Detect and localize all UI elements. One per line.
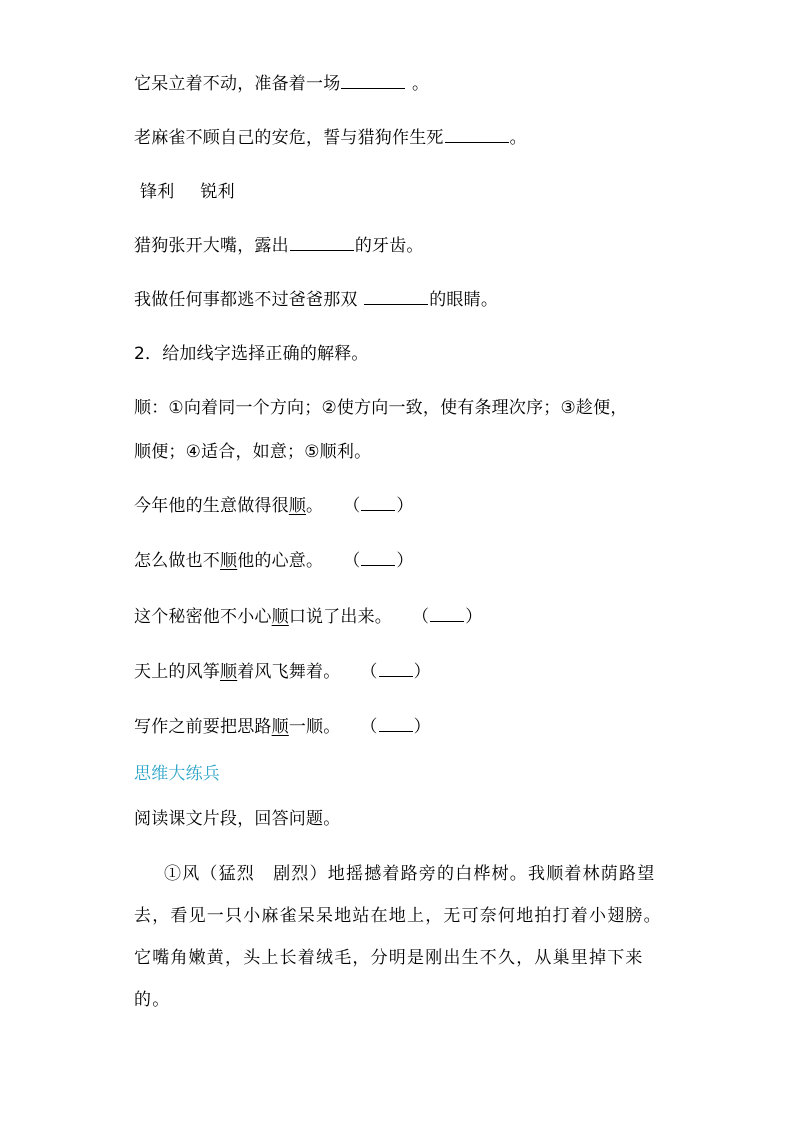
answer-blank[interactable] <box>290 234 354 251</box>
answer-blank[interactable] <box>361 494 395 511</box>
word-option: 锐利 <box>200 182 235 202</box>
sentence-text: 的牙齿。 <box>354 236 424 256</box>
sentence-text: 猎狗张开大嘴，露出 <box>134 236 289 256</box>
word-option: 锋利 <box>140 182 175 202</box>
answer-blank[interactable] <box>379 715 413 732</box>
paren-open: （ <box>343 496 361 516</box>
sentence-text: 。 <box>406 74 430 94</box>
sentence-text: 。 <box>509 128 527 148</box>
sentence-text: 他的心意。 <box>237 551 324 571</box>
choice-sentence-1 <box>134 494 414 518</box>
sentence-text: 我做任何事都逃不过爸爸那双 <box>134 290 364 310</box>
word-options <box>140 180 235 204</box>
choice-sentence-3 <box>134 605 482 629</box>
sentence-text: 老麻雀不顾自己的安危，誓与猎狗作生死 <box>134 128 444 148</box>
underlined-character: 顺 <box>288 496 307 516</box>
question-2-title: 2．给加线字选择正确的解释。 <box>134 344 369 364</box>
paren-close: ） <box>413 662 431 682</box>
fill-sentence-3 <box>134 234 424 258</box>
answer-blank[interactable] <box>341 72 405 89</box>
fill-sentence-1 <box>134 72 429 96</box>
paren-close: ） <box>465 607 483 627</box>
sentence-text: 一顺。 <box>288 717 341 737</box>
sentence-text: 口说了出来。 <box>288 607 393 627</box>
paren-close: ） <box>396 551 414 571</box>
answer-blank[interactable] <box>379 660 413 677</box>
definition-line-2: 顺便；④适合，如意；⑤顺利。 <box>134 442 372 462</box>
answer-blank[interactable] <box>364 288 428 305</box>
definition-line-1: 顺：①向着同一个方向；②使方向一致，使有条理次序；③趁便， <box>134 398 628 418</box>
answer-blank[interactable] <box>445 126 509 143</box>
choice-sentence-2 <box>134 549 414 573</box>
sentence-text: 。 <box>306 496 324 516</box>
sentence-text: 写作之前要把思路 <box>134 717 272 737</box>
answer-blank[interactable] <box>361 549 395 566</box>
underlined-character: 顺 <box>220 551 238 571</box>
paren-open: （ <box>360 662 378 682</box>
paren-close: ） <box>413 717 431 737</box>
choice-sentence-4 <box>134 660 431 684</box>
sentence-text: 的眼睛。 <box>429 290 499 310</box>
underlined-character: 顺 <box>271 717 289 737</box>
paren-open: （ <box>343 551 361 571</box>
reading-instruction: 阅读课文片段，回答问题。 <box>134 809 341 829</box>
paren-open: （ <box>412 607 430 627</box>
paren-open: （ <box>360 717 378 737</box>
choice-sentence-5 <box>134 715 431 739</box>
underlined-character: 顺 <box>220 662 238 682</box>
sentence-text: 它呆立着不动，准备着一场 <box>134 74 341 94</box>
sentence-text: 今年他的生意做得很 <box>134 496 289 516</box>
sentence-text: 这个秘密他不小心 <box>134 607 272 627</box>
sentence-text: 怎么做也不 <box>134 551 220 571</box>
underlined-character: 顺 <box>271 607 289 627</box>
sentence-text: 天上的风筝 <box>134 662 220 682</box>
fill-sentence-2 <box>134 126 527 150</box>
answer-blank[interactable] <box>430 605 464 622</box>
sentence-text: 着风飞舞着。 <box>237 662 341 682</box>
section-heading: 思维大练兵 <box>134 764 220 784</box>
paren-close: ） <box>396 496 414 516</box>
reading-passage: ①风（猛烈 剧烈）地摇撼着路旁的白桦树。我顺着林荫路望去，看见一只小麻雀呆呆地站在地上，无可奈何地拍打着小翅膀。它嘴角嫩黄，头上长着绒毛，分明是刚出生不久，从巢里掉下来的。 <box>134 864 662 1010</box>
fill-sentence-4 <box>134 288 498 312</box>
